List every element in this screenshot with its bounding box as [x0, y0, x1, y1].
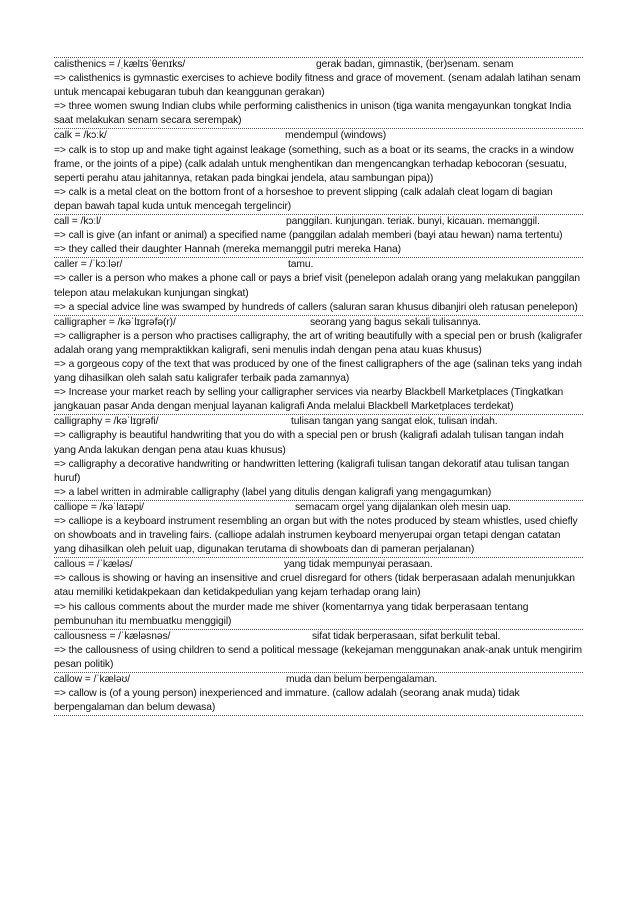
entry-heading: [54, 316, 583, 330]
definition-line: => caller is a person who makes a phone call or pays a brief visit (penelepon adalah orang yang melakukan panggilan telepon atau melakukan kunjungan singkat): [54, 273, 580, 299]
entry-heading: [54, 215, 583, 229]
entry-call: [54, 214, 583, 257]
entry-callous: [54, 557, 583, 628]
entry-callow: [54, 672, 583, 716]
headword: calligraphy = /kəˈlɪɡrəfi/: [54, 416, 159, 428]
example-line: => three women swung Indian clubs while performing calisthenics in unison (tiga wanita mengayunkan tongkat India saat melakukan senam secara serempak): [54, 101, 572, 127]
headword: calisthenics = /ˌkælɪsˈθenɪks/: [54, 59, 186, 70]
translation: panggilan. kunjungan. teriak. bunyi, kicauan. memanggil.: [286, 216, 540, 228]
headword: calliope = /kəˈlaɪəpi/: [54, 501, 144, 513]
entry-calliope: [54, 500, 583, 557]
definition-line: => calliope is a keyboard instrument resembling an organ but with the notes produced by steam whistles, used chiefly on showboats and in traveling fairs. (calliope adalah instrumen keyboard menyerupai organ tetapi dengan catatan yang dihasilkan oleh peluit uap, digunakan terutama di showboats dan di pameran perjalanan): [54, 516, 578, 556]
translation: tamu.: [288, 259, 314, 271]
definition-line: => calisthenics is gymnastic exercises to achieve bodily fitness and grace of movement. (senam adalah latihan senam untuk mencapai kebugaran tubuh dan keanggunan gerakan): [54, 73, 581, 99]
entry-heading: [54, 501, 583, 515]
example-line: => a gorgeous copy of the text that was produced by one of the finest calligraphers of the age (salinan teks yang indah yang dihasilkan oleh salah satu kaligrafer terbaik pada zamannya): [54, 358, 582, 385]
entry-heading: [54, 630, 583, 644]
entry-heading: [54, 558, 583, 572]
definition-line: => callous is showing or having an insensitive and cruel disregard for others (tidak berperasaan adalah menunjukkan atau memiliki ketidakpekaan dan ketidakpedulian yang kejam terhadap orang lain): [54, 573, 575, 599]
headword: callousness = /ˈkæləsnəs/: [54, 630, 171, 642]
example-line: => Increase your market reach by selling your calligrapher services via nearby Blackbell Marketplaces (Tingkatkan jangkauan pasar Anda dengan menjual layanan kaligrafi Anda melalui Blackbell Marketplaces terdekat): [54, 387, 564, 413]
definition-line: => calk is a metal cleat on the bottom front of a horseshoe to prevent slipping (calk adalah cleat logam di bagian depan bawah tapal kuda untuk mencegah tergelincir): [54, 186, 553, 212]
entry-heading: [54, 58, 583, 72]
definition-line: => calligraphy a decorative handwriting or handwritten lettering (kaligrafi tulisan tangan dekoratif atau tulisan tangan huruf): [54, 458, 570, 484]
headword: callow = /ˈkæləʊ/: [54, 674, 130, 686]
entry-heading: [54, 673, 583, 687]
entry-calisthenics: [54, 57, 583, 128]
translation: sifat tidak berperasaan, sifat berkulit tebal.: [312, 630, 501, 642]
entry-heading: [54, 258, 583, 272]
translation: seorang yang bagus sekali tulisannya.: [310, 316, 481, 328]
entry-caller: [54, 257, 583, 314]
headword: call = /kɔːl/: [54, 216, 102, 228]
headword: callous = /ˈkæləs/: [54, 559, 133, 571]
translation: semacam orgel yang dijalankan oleh mesin uap.: [295, 501, 511, 513]
headword: caller = /ˈkɔːlər/: [54, 259, 123, 271]
headword: calligrapher = /kəˈlɪɡrəfə(r)/: [54, 316, 176, 328]
translation: gerak badan, gimnastik, (ber)senam. senam: [316, 59, 514, 70]
entry-callousness: [54, 629, 583, 672]
definition-line: => calligrapher is a person who practises calligraphy, the art of writing beautifully with a special pen or brush (kaligrafer adalah orang yang mempraktikkan kaligrafi, seni menulis indah dengan pena atau kuas khusus): [54, 330, 583, 356]
example-line: => a label written in admirable calligraphy (label yang ditulis dengan kaligrafi yang mengagumkan): [54, 486, 492, 498]
entry-calligrapher: [54, 315, 583, 415]
example-line: => the callousness of using children to send a political message (kekejaman menggunakan anak-anak untuk mengirim pesan politik): [54, 644, 582, 670]
example-line: => his callous comments about the murder made me shiver (komentarnya yang tidak berperasaan tentang pembunuhan itu membuatku menggigil): [54, 601, 529, 627]
entry-calk: [54, 128, 583, 214]
dictionary-document: [54, 57, 583, 716]
entry-heading: [54, 129, 583, 143]
definition-line: => calk is to stop up and make tight against leakage (something, such as a boat or its seams, the cracks in a window frame, or the joints of a pipe) (calk adalah untuk menghentikan dan mengencangkan terhadap kebocoran (sesuatu, seperti perahu atau jahitannya, retakan pada bingkai jendela, atau sambungan pipa)): [54, 144, 574, 184]
translation: tulisan tangan yang sangat elok, tulisan indah.: [291, 416, 498, 428]
definition-line: => callow is (of a young person) inexperienced and immature. (callow adalah (seorang anak muda) tidak berpengalaman dan belum dewasa): [54, 688, 520, 714]
translation: mendempul (windows): [285, 130, 387, 142]
translation: yang tidak mempunyai perasaan.: [284, 559, 433, 571]
example-line: => they called their daughter Hannah (mereka memanggil putri mereka Hana): [54, 244, 401, 256]
entry-calligraphy: [54, 414, 583, 500]
definition-line: => calligraphy is beautiful handwriting that you do with a special pen or brush (kaligrafi adalah tulisan tangan indah yang Anda lakukan dengan pena atau kuas khusus): [54, 430, 564, 456]
definition-line: => call is give (an infant or animal) a specified name (panggilan adalah memberi (bayi atau hewan) nama tertentu): [54, 230, 563, 242]
headword: calk = /kɔːk/: [54, 130, 107, 142]
example-line: => a special advice line was swamped by hundreds of callers (saluran saran khusus dibanjiri oleh ratusan penelepon): [54, 301, 578, 313]
translation: muda dan belum berpengalaman.: [286, 674, 438, 686]
entry-heading: [54, 415, 583, 429]
